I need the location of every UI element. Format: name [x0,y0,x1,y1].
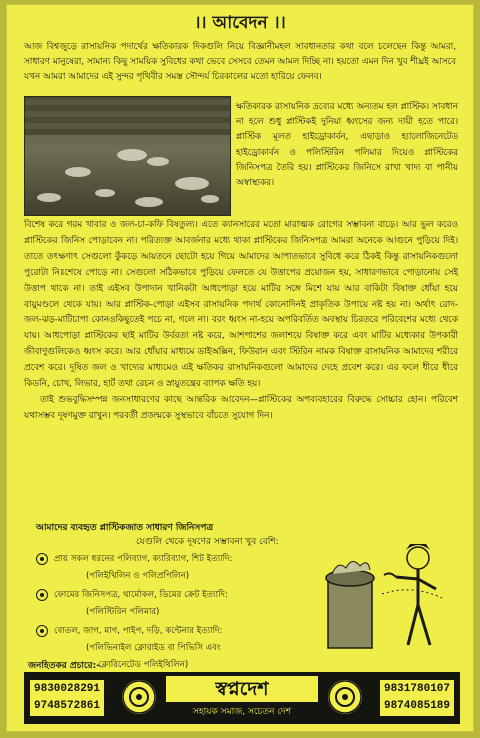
body-section [24,218,458,425]
list-item-label: বোতল, জাগ, মাগ, পাইপ, দড়ি, কন্টেনার ইত্যাদি: [54,626,223,636]
phone-number[interactable]: 9831780107 [383,683,450,695]
organization-name: স্বপ্নদেশ [166,676,318,702]
list-subtitle: যেগুলি থেকে দূষণের সম্ভাবনা খুব বেশি: [136,537,279,547]
appeal-paragraph: তাই শুভবুদ্ধিসম্পন্ন জনসাধারণের কাছে আন্তরিক আবেদন—প্লাস্টিকের অপব্যবহারের বিরুদ্ধে সোচ্চার হোন। পরিবেশ যথাসম্ভব দূষণমুক্ত রাখুন। পরবর্তী প্রজন্মকে সুস্থভাবে বাঁচতে সুযোগ দিন। [24,394,458,421]
list-item [36,588,336,619]
list-item-material: (পলিইথিলিন ও পলিপ্রপিলিন) [86,571,190,581]
body-paragraph: বিশেষ করে গরম খাবার ও জল-চা-কফি বিষতুল্য। এতে ক্যানসারের মতো মারাত্মক রোগের সম্ভাবনা বাড়ে। আর ভুল করেও প্লাস্টিকের জিনিস পোড়াবেন না। পরিত্যক্ত আবর্জনার মধ্যে থাকা প্লাস্টিকের জিনিসপত্র আমরা অনেকে আগুনে পুড়িয়ে দিই। তাতে তৎক্ষণাৎ সেগুলো কুঁকড়ে আয়তনে ছোটো হয়ে গিয়ে আমাদের আপাতভাবে সুবিধে করে ঠিকই কিন্তু রাসায়নিকগুলো পুরোটা নিঃশেষে পোড়ে না। সেগুলো সঠিকভাবে পুড়িয়ে ফেলতে যে উত্তাপের প্রয়োজন হয়, সাধারণভাবে পোড়ানোয় সেই উত্তাপ থাকে না। তাই এইসব উপাদান খানিকটা আধপোড়া হয়ে মাটির সঙ্গে মিশে যায় আর বাকিটা বিষাক্ত ধোঁয়া হয়ে বায়ুমণ্ডলে থেকে যায়। আর প্লাস্টিক-পোড়া এইসব রাসায়নিক পদার্থ কোনোদিনই প্রাকৃতিক উপায়ে নষ্ট হয় না। অর্থাৎ রোদ-জল-ঝড়-মাটিচাপা কোনওকিছুতেই পচে না, গলে না। বরং ধ্বংস না-হয়ে অপরিবর্তিত অবস্থায় চিরতরে পরিবেশের মধ্যে থেকে যায়। আধপোড়া প্লাস্টিকের ছাই মাটির উর্বরতা নষ্ট করে, আশপাশের জলাশয়ে বিষাক্ত করে এবং মাটির মধ্যেকার উপকারী জীবাণুগুলিকেও ধ্বংস করে। আর ধোঁয়ার মাধ্যমে ডাইঅক্সিন, ফিউরান এবং স্টিরিন নামক বিষাক্ত রাসায়নিক আমাদের শরীরে প্রবেশ করে। দূষিত জল ও খাদ্যের মাধ্যমেও এই ক্ষতিকর রাসায়নিকগুলো আমাদের দেহে প্রবেশ করে। এর ফলে ধীরে ধীরে কিডনি, চোখ, লিভার, হার্ট তথা রেচন ও স্নায়ুতন্ত্রের ব্যাপক ক্ষতি হয়। [24,220,458,390]
plastic-info-paragraph: ক্ষতিকারক রাসায়নিক দ্রব্যের মধ্যে অন্যতম হল প্লাস্টিক। সাবধান না হলে শুধু প্লাস্টিকই দুনিয়া ধ্বংসের জন্য দায়ী হতে পারে। প্লাস্টিক মূলত হাইড্রোকার্বন, এছাড়াও হ্যালোজিনেটেড হাইড্রোকার্বন ও পলিস্টিরিন পলিমার দিয়েও প্লাস্টিকের জিনিসপত্র তৈরি হয়। প্লাস্টিকের জিনিসে রাখা খাদ্য বা পানীয় অস্বাস্থ্যকর। [236,102,458,189]
phone-numbers-left [30,680,104,716]
footer-label: জনহিতকর প্রচারে:- [28,661,100,671]
organization-tagline: সহায়ক সমাজ, সচেতন দেশ [192,707,292,717]
list-item-label: প্রায় সকল ধরনের পলিব্যাগ, ক্যারিব্যাগ, শিট ইত্যাদি: [54,554,233,564]
list-item-material-cont: ক্লোরিনেটেড পলিইথিলিন) [98,660,189,670]
organization-emblem-icon [122,680,156,714]
bullet-emblem-icon [36,553,48,565]
list-title: আমাদের ব্যবহৃত প্লাস্টিকজাত সাধারণ জিনিসপত্র [36,523,214,533]
phone-numbers-right [380,680,454,716]
man-with-garbage-illustration [322,534,462,654]
list-item-material: (পলিভিনাইল ক্লোরাইড বা পিভিসি এবং [86,643,221,653]
bullet-emblem-icon [36,589,48,601]
phone-number[interactable]: 9748572861 [34,700,101,712]
photo-wall [25,97,230,135]
phone-number[interactable]: 9874085189 [383,700,450,712]
bullet-emblem-icon [36,625,48,637]
phone-number[interactable]: 9830028291 [34,683,101,695]
list-item-material: (পলিস্টিরিন পলিমার) [86,607,160,617]
intro-paragraph: আজ বিশ্বজুড়ে রাসায়নিক পদার্থের ক্ষতিকারক দিকগুলি নিয়ে বিজ্ঞানীমহল সাবধানতার কথা বলে চলেছেন কিন্তু আমরা, সাধারণ মানুষেরা, সামান্য কিছু সাময়িক সুবিধের কথা ভেবে সেসবে তেমন আমল দিচ্ছি না। হয়তো এমন দিন খুব শীঘ্রই আসবে যখন আমরা আমাদের এই সুন্দর পৃথিবীর সমস্ত সৌন্দর্য চিরকালের মতো হারিয়ে ফেলব। [24,42,456,82]
organization-emblem-icon [328,680,362,714]
list-item-label: ফোমের জিনিসপত্র, থার্মোকল, ডিমের ক্রেট ইত্যাদি: [54,590,228,600]
pollution-photo [24,96,231,216]
list-item [36,552,336,583]
poster-sheet [6,4,474,732]
page-title: ।। আবেদন ।। [194,13,286,33]
footer-banner [24,672,460,724]
